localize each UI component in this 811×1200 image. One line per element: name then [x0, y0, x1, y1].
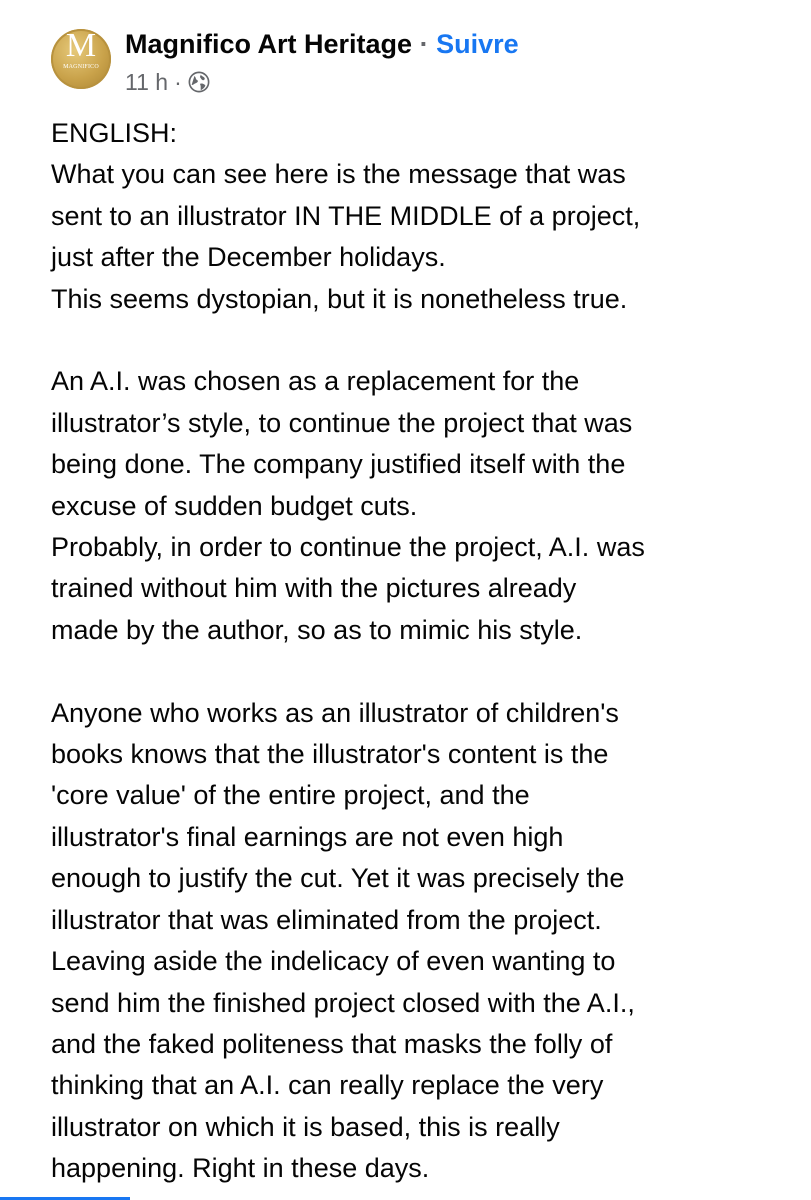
- post-line: excuse of sudden budget cuts.: [51, 490, 418, 521]
- post-timestamp[interactable]: 11 h: [125, 69, 169, 95]
- avatar-logo-text: MAGNIFICO: [63, 64, 99, 70]
- post-line: made by the author, so as to mimic his style.: [51, 614, 583, 645]
- post-line: Anyone who works as an illustrator of children's: [51, 697, 619, 728]
- paragraph-gap: [51, 320, 796, 361]
- globe-icon[interactable]: [188, 71, 210, 93]
- post-meta: [125, 67, 210, 97]
- follow-button[interactable]: Suivre: [436, 29, 519, 59]
- meta-separator: ·: [174, 69, 182, 95]
- post-line: trained without him with the pictures already: [51, 573, 577, 604]
- post-line: and the faked politeness that masks the folly of: [51, 1028, 613, 1059]
- post-line: send him the finished project closed with the A.I.,: [51, 987, 635, 1018]
- post-line: sent to an illustrator IN THE MIDDLE of a project,: [51, 200, 641, 231]
- post-line: Probably, in order to continue the project, A.I. was: [51, 532, 645, 563]
- paragraph-gap: [51, 651, 796, 692]
- post-line: What you can see here is the message that was: [51, 159, 626, 190]
- post-line: thinking that an A.I. can really replace the very: [51, 1070, 604, 1101]
- post-line: just after the December holidays.: [51, 242, 446, 273]
- post-line: happening. Right in these days.: [51, 1153, 430, 1184]
- post-line: enough to justify the cut. Yet it was precisely the: [51, 863, 625, 894]
- post-line: illustrator on which it is based, this is really: [51, 1111, 560, 1142]
- page-name-line: [125, 27, 519, 61]
- post-line: illustrator that was eliminated from the project.: [51, 904, 602, 935]
- post-line: ENGLISH:: [51, 118, 178, 148]
- post-line: illustrator's final earnings are not even high: [51, 821, 564, 852]
- post-line: illustrator’s style, to continue the project that was: [51, 407, 633, 438]
- page-name-link[interactable]: Magnifico Art Heritage: [125, 29, 413, 59]
- post-line: Leaving aside the indelicacy of even wanting to: [51, 946, 616, 977]
- post-header: [51, 23, 791, 103]
- post-text: [51, 113, 796, 1190]
- post-line: 'core value' of the entire project, and the: [51, 780, 530, 811]
- post-line: This seems dystopian, but it is nonetheless true.: [51, 283, 628, 314]
- post-line: An A.I. was chosen as a replacement for the: [51, 366, 580, 397]
- post-line: books knows that the illustrator's content is the: [51, 739, 609, 770]
- name-separator: ·: [419, 29, 429, 59]
- avatar-logo-letter: M: [65, 27, 97, 64]
- post-line: being done. The company justified itself with the: [51, 449, 626, 480]
